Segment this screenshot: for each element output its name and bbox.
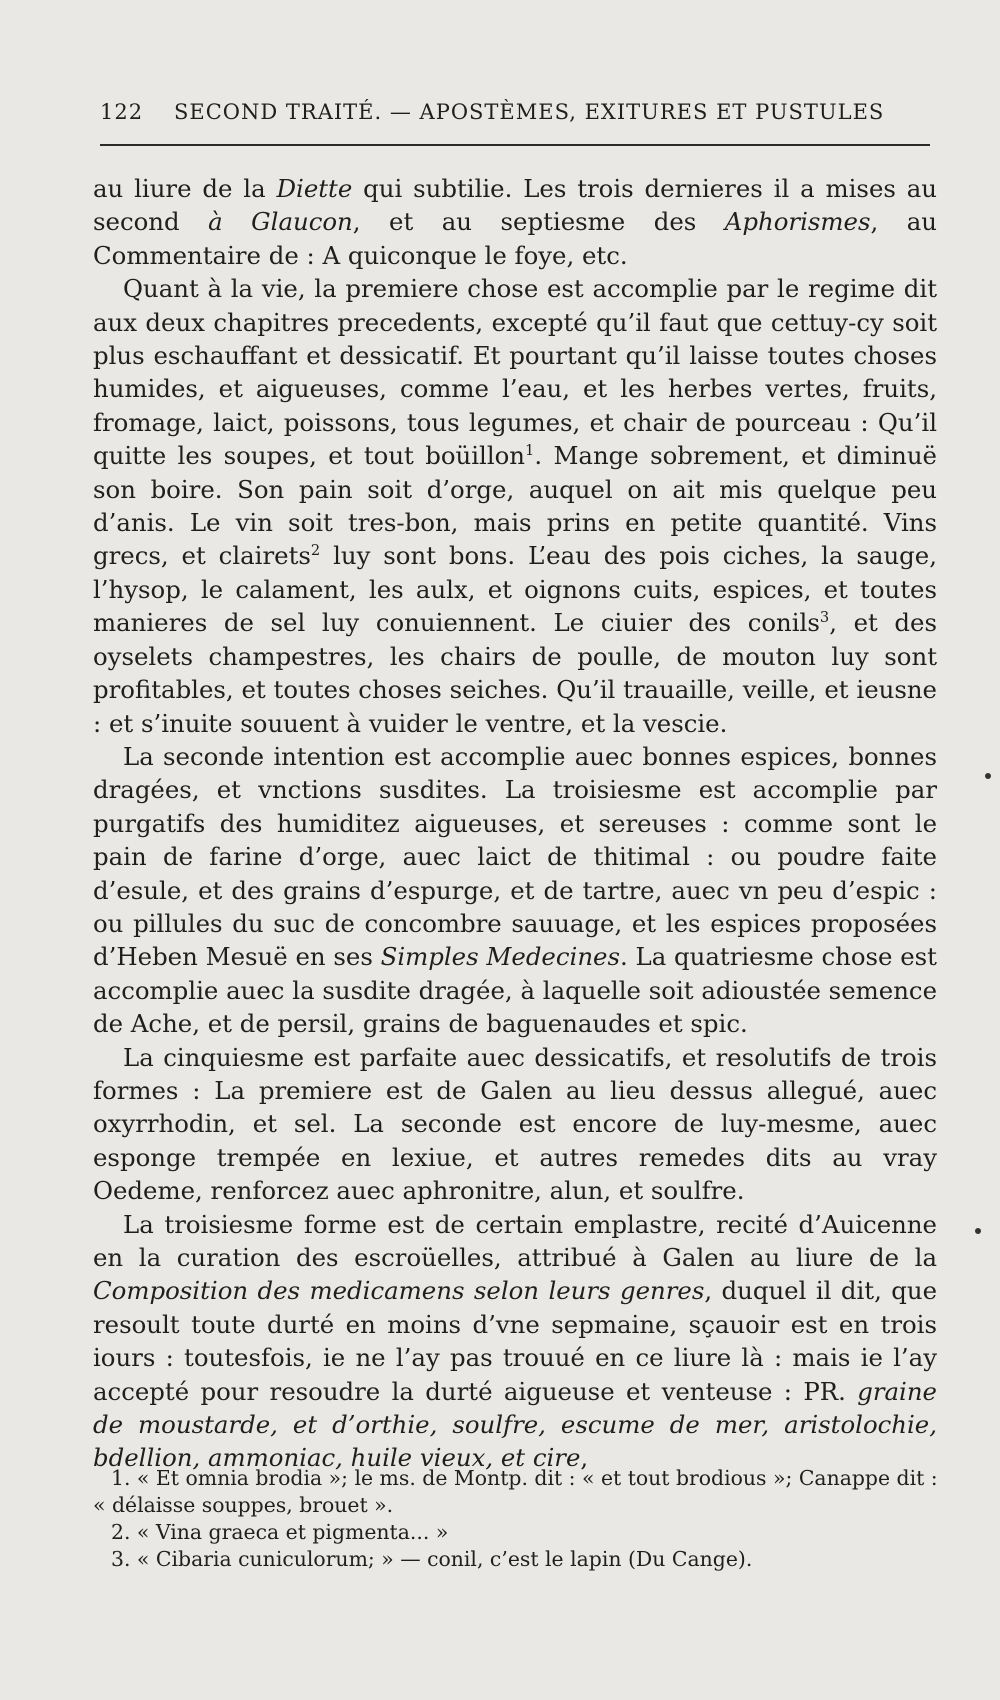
paragraph-1: au liure de la Diette qui subtilie. Les trois dernieres il a mises au second à Glaucon, et au septiesme des Aphorismes, au Commentaire de : A quiconque le foye, etc. [93, 174, 937, 270]
footnote-ref-1: 1 [525, 442, 535, 460]
footnote-3: 3. « Cibaria cuniculorum; » — conil, c’est le lapin (Du Cange). [111, 1547, 753, 1571]
paragraph-5: La troisiesme forme est de certain emplastre, recité d’Auicenne en la curation des escroüelles, attribué à Galen au liure de la Composition des medicamens selon leurs genres, duquel il dit, que resoult toute durté en moins d’vne sepmaine, sçauoir est en trois iours : toutesfois, ie ne l’ay pas trouué en ce liure là : mais ie l’ay accepté pour resoudre la durté aigueuse et venteuse : PR. graine de moustarde, et d’orthie, soulfre, escume de mer, aristolochie, bdellion, ammoniac, huile vieux, et cire, [93, 1209, 937, 1473]
page-header [100, 100, 930, 124]
page-number: 122 [100, 100, 144, 124]
footnote-1: 1. « Et omnia brodia »; le ms. de Montp. dit : « et tout brodious »; Canappe dit : « délaisse souppes, brouet ». [93, 1466, 938, 1517]
paragraph-2: Quant à la vie, la premiere chose est accomplie par le regime dit aux deux chapitres precedents, excepté qu’il faut que cettuy-cy soit plus eschauffant et dessicatif. Et pourtant qu’il laisse toutes choses humides, et aigueuses, comme l’eau, et les herbes vertes, fruits, fromage, laict, poissons, tous legumes, et chair de pourceau : Qu’il quitte les soupes, et tout boüillon$^1$. Mange sobrement, et diminuë son boire. Son pain soit d’orge, auquel on ait mis quelque peu d’anis. Le vin soit tres-bon, mais prins en petite quantité. Vins grecs, et clairets$^2$ luy sont bons. L’eau des pois ciches, la sauge, l’hysop, le calament, les aulx, et oignons cuits, espices, et toutes manieres de sel luy conuiennent. Le ciuier des conils$^3$, et des oyselets champestres, les chairs de poulle, de mouton luy sont profitables, et toutes choses seiches. Qu’il trauaille, veille, et ieusne : et s’inuite souuent à vuider le ventre, et la vescie. [93, 274, 937, 738]
header-rule [100, 144, 930, 146]
footnote-2: 2. « Vina graeca et pigmenta... » [111, 1520, 449, 1544]
paragraph-3: La seconde intention est accomplie auec bonnes espices, bonnes dragées, et vnctions susdites. La troisiesme est accomplie par purgatifs des humiditez aigueuses, et sereuses : comme sont le pain de farine d’orge, auec laict de thitimal : ou poudre faite d’esule, et des grains d’espurge, et de tartre, auec vn peu d’espic : ou pillules du suc de concombre sauuage, et les espices proposées d’Heben Mesuë en ses Simples Medecines. La quatriesme chose est accomplie auec la susdite dragée, à laquelle soit adioustée semence de Ache, et de persil, grains de baguenaudes et spic. [93, 741, 937, 1039]
main-text [93, 172, 937, 1475]
footnote-ref-3: 3 [819, 609, 830, 627]
footnotes [93, 1465, 943, 1573]
ink-speck [975, 1228, 981, 1234]
running-title: SECOND TRAITÉ. — APOSTÈMES, EXITURES ET PUSTULES [174, 100, 885, 124]
ink-speck [985, 773, 991, 779]
paragraph-4: La cinquiesme est parfaite auec dessicatifs, et resolutifs de trois formes : La premiere est de Galen au lieu dessus allegué, auec oxyrrhodin, et sel. La seconde est encore de luy-mesme, auec esponge trempée en lexiue, et autres remedes dits au vray Oedeme, renforcez auec aphronitre, alun, et soulfre. [93, 1042, 937, 1206]
footnote-ref-2: 2 [310, 542, 321, 560]
